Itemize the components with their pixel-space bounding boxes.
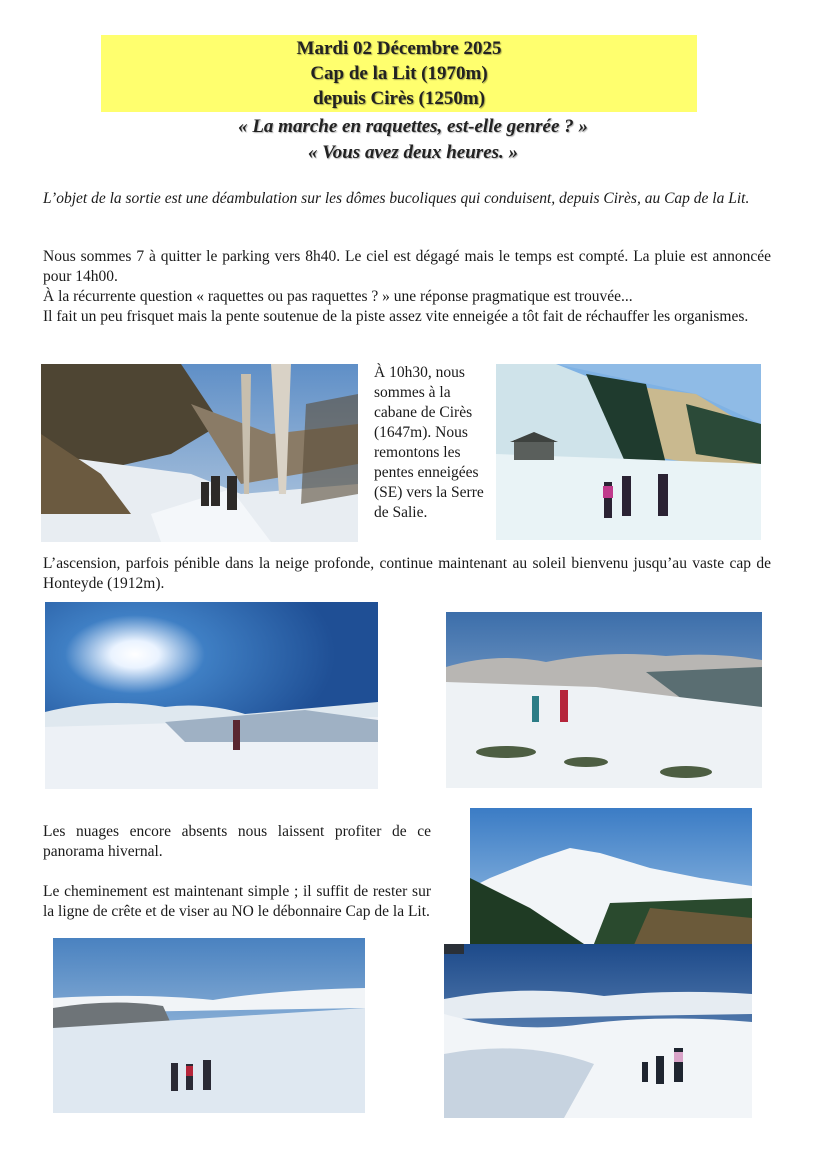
paragraph-block bbox=[43, 247, 771, 327]
photo-crest-hikers bbox=[444, 944, 752, 1118]
paragraph-raquettes: À la récurrente question « raquettes ou pas raquettes ? » une réponse pragmatique est trouvée... bbox=[43, 288, 633, 305]
subtitle-quote-2: « Vous avez deux heures. » bbox=[307, 142, 519, 163]
intro-paragraph: L’objet de la sortie est une déambulation sur les dômes bucoliques qui conduisent, depuis Cirès, au Cap de la Lit. bbox=[43, 190, 750, 207]
title-summit: Cap de la Lit (1970m) bbox=[310, 63, 488, 84]
photo-forest-trail bbox=[41, 364, 358, 542]
paragraph-ascension: L’ascension, parfois pénible dans la neige profonde, continue maintenant au soleil bienvenu jusqu’au vaste cap de Honteyde (1912m). bbox=[43, 555, 771, 592]
photo-sun-ridge bbox=[45, 602, 378, 789]
photo-cabane bbox=[496, 364, 761, 540]
paragraph-panorama: Les nuages encore absents nous laissent profiter de ce panorama hivernal. bbox=[43, 823, 431, 860]
title-date: Mardi 02 Décembre 2025 bbox=[296, 38, 502, 59]
title-box bbox=[101, 35, 697, 112]
paragraph-frisquet: Il fait un peu frisquet mais la pente soutenue de la piste assez vite enneigée a tôt fait de réchauffer les organismes. bbox=[43, 308, 749, 325]
text-block-panorama bbox=[43, 822, 431, 922]
photo-mountains-hikers bbox=[446, 612, 762, 788]
paragraph-parking: Nous sommes 7 à quitter le parking vers 8h40. Le ciel est dégagé mais le temps est compté. La pluie est annoncée pour 14h00. bbox=[43, 248, 771, 285]
photo-snowy-slope bbox=[53, 938, 365, 1113]
side-text-cabane: À 10h30, nous sommes à la cabane de Cirès (1647m). Nous remontons les pentes enneigées (SE) vers la Serre de Salie. bbox=[374, 364, 484, 521]
photo-snowy-peak bbox=[470, 808, 752, 954]
title-start: depuis Cirès (1250m) bbox=[312, 88, 486, 109]
subtitle-quote-1: « La marche en raquettes, est-elle genrée ? » bbox=[238, 116, 588, 137]
paragraph-cheminement: Le cheminement est maintenant simple ; il suffit de rester sur la ligne de crête et de viser au NO le débonnaire Cap de la Lit. bbox=[43, 883, 431, 920]
